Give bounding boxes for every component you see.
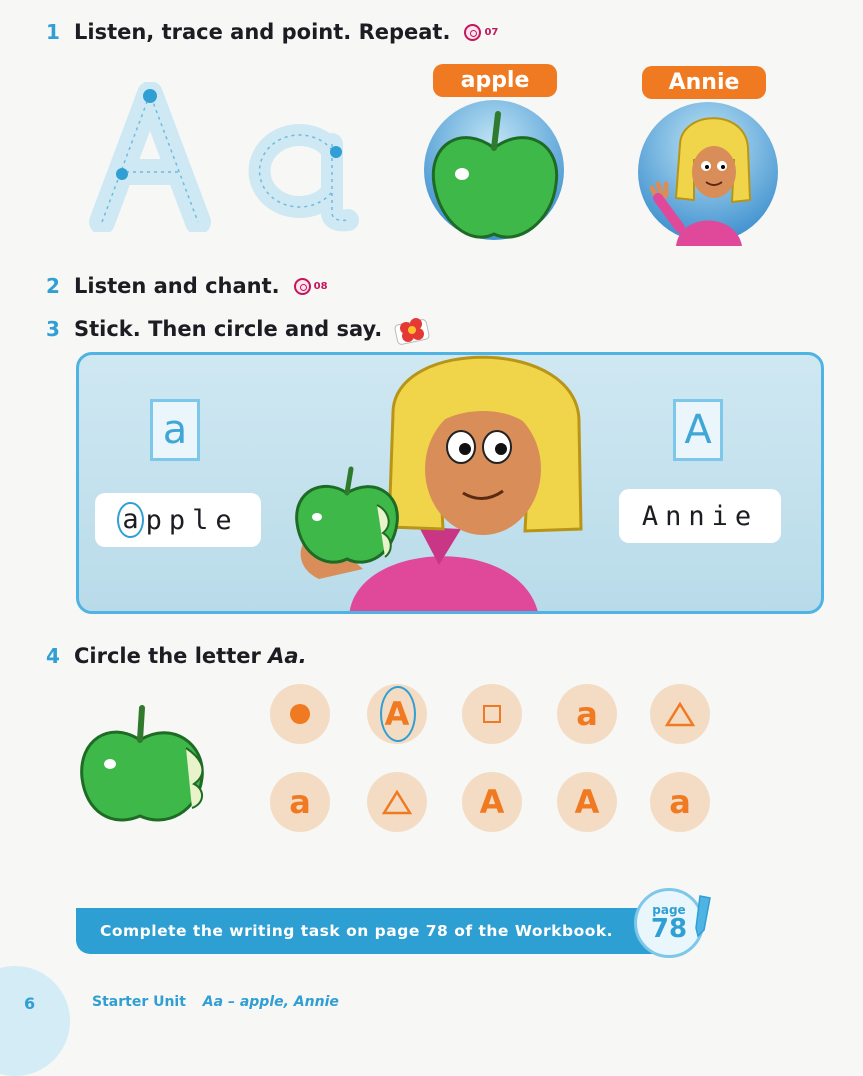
choice-letter[interactable]: a <box>557 684 617 744</box>
annie-with-apple-illustration <box>289 352 589 614</box>
exercise-4-title <box>46 644 307 668</box>
choice-letter[interactable]: a <box>650 772 710 832</box>
exercise-3-title <box>46 312 432 346</box>
trace-letter-upper-a[interactable] <box>102 89 198 222</box>
annie-picture <box>636 100 784 246</box>
choice-triangle[interactable] <box>367 772 427 832</box>
exercise-2-title <box>46 274 328 298</box>
exercise-instruction: Listen, trace and point. Repeat. <box>74 20 451 44</box>
exercise-number: 2 <box>46 274 60 298</box>
word-card-apple[interactable] <box>95 493 261 547</box>
word-card-annie[interactable]: Annie <box>619 489 781 543</box>
word-tag-annie: Annie <box>642 66 766 99</box>
exercise-instruction: Circle the letter Aa. <box>74 644 307 668</box>
exercise-number: 3 <box>46 317 60 341</box>
bitten-apple-picture <box>76 700 208 826</box>
audio-track-08[interactable]: 08 <box>294 278 328 295</box>
square-shape <box>483 705 501 723</box>
sticker-icon <box>392 312 432 346</box>
exercise-instruction: Listen and chant. <box>74 274 280 298</box>
footer-unit: Starter Unit Aa – apple, Annie <box>92 994 339 1010</box>
trace-letters[interactable] <box>82 82 382 232</box>
choice-dot[interactable] <box>270 684 330 744</box>
exercise-instruction: Stick. Then circle and say. <box>74 317 383 341</box>
choice-letter[interactable]: a <box>270 772 330 832</box>
letter-card-uppercase: A <box>673 399 723 461</box>
workbook-banner: Complete the writing task on page 78 of the Workbook. <box>76 908 656 954</box>
answer-circle-mark <box>380 686 416 742</box>
exercise-1-title <box>46 20 498 44</box>
triangle-shape <box>382 789 412 815</box>
word-tag-apple: apple <box>433 64 557 97</box>
footer-topic: Aa – apple, Annie <box>202 994 339 1010</box>
sticker-scene-panel <box>76 352 824 614</box>
word-rest: pple <box>145 504 239 536</box>
choice-triangle[interactable] <box>650 684 710 744</box>
triangle-shape <box>665 701 695 727</box>
trace-letter-lower-a[interactable] <box>260 135 348 220</box>
choice-letter[interactable]: A <box>367 684 427 744</box>
exercise-number: 4 <box>46 644 60 668</box>
apple-picture <box>422 98 570 246</box>
badge-label: page <box>652 903 686 917</box>
badge-number: 78 <box>650 914 688 944</box>
choice-letter[interactable]: A <box>462 772 522 832</box>
choice-square[interactable] <box>462 684 522 744</box>
cd-icon <box>294 278 311 295</box>
pencil-icon <box>692 892 716 940</box>
footer-corner-shape <box>0 966 70 1076</box>
exercise-number: 1 <box>46 20 60 44</box>
page-number: 6 <box>24 994 36 1013</box>
cd-icon <box>464 24 481 41</box>
choice-letter[interactable]: A <box>557 772 617 832</box>
dot-shape <box>290 704 310 724</box>
audio-track-07[interactable]: 07 <box>464 24 498 41</box>
letter-card-lowercase: a <box>150 399 200 461</box>
circled-letter[interactable]: a <box>117 502 143 538</box>
